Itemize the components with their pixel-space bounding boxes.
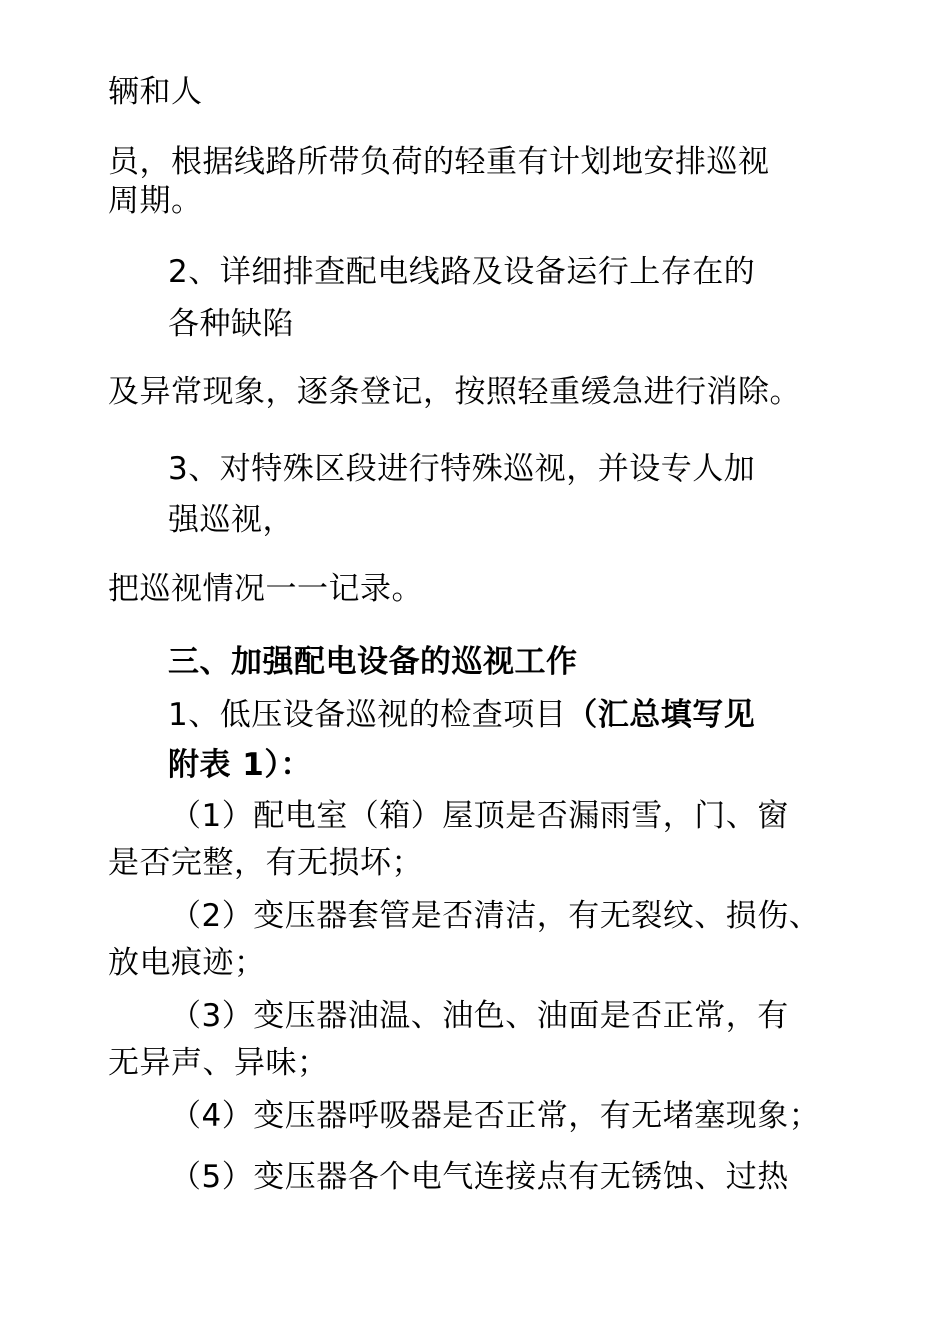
text-line: 是否完整，有无损坏； xyxy=(108,845,423,881)
text-line: 及异常现象，逐条登记，按照轻重缓急进行消除。 xyxy=(108,374,801,410)
list-item: （4）变压器呼吸器是否正常，有无堵塞现象； xyxy=(170,1098,821,1134)
list-item: （1）配电室（箱）屋顶是否漏雨雪，门、窗 xyxy=(170,798,789,834)
list-item-note: 附表 1）： xyxy=(168,747,312,783)
list-item-note: （汇总填写见 xyxy=(566,697,756,733)
section-heading: 三、加强配电设备的巡视工作 xyxy=(168,644,578,680)
text-line: 周期。 xyxy=(108,183,203,219)
text-line: 强巡视， xyxy=(168,502,294,538)
text-line: 把巡视情况一一记录。 xyxy=(108,571,423,607)
list-item-text: 1、低压设备巡视的检查项目 xyxy=(168,697,567,733)
list-item: （3）变压器油温、油色、油面是否正常，有 xyxy=(170,998,789,1034)
list-item: （2）变压器套管是否清洁，有无裂纹、损伤、 xyxy=(170,898,821,934)
list-item: 2、详细排查配电线路及设备运行上存在的 xyxy=(168,254,756,290)
list-item xyxy=(168,695,755,735)
text-line: 辆和人 xyxy=(108,74,203,110)
text-line: 无异声、异味； xyxy=(108,1045,329,1081)
text-line: 各种缺陷 xyxy=(168,306,294,342)
list-item: （5）变压器各个电气连接点有无锈蚀、过热 xyxy=(170,1159,789,1195)
text-line: 放电痕迹； xyxy=(108,945,266,981)
list-item: 3、对特殊区段进行特殊巡视，并设专人加 xyxy=(168,451,756,487)
text-line: 员，根据线路所带负荷的轻重有计划地安排巡视 xyxy=(108,144,770,180)
